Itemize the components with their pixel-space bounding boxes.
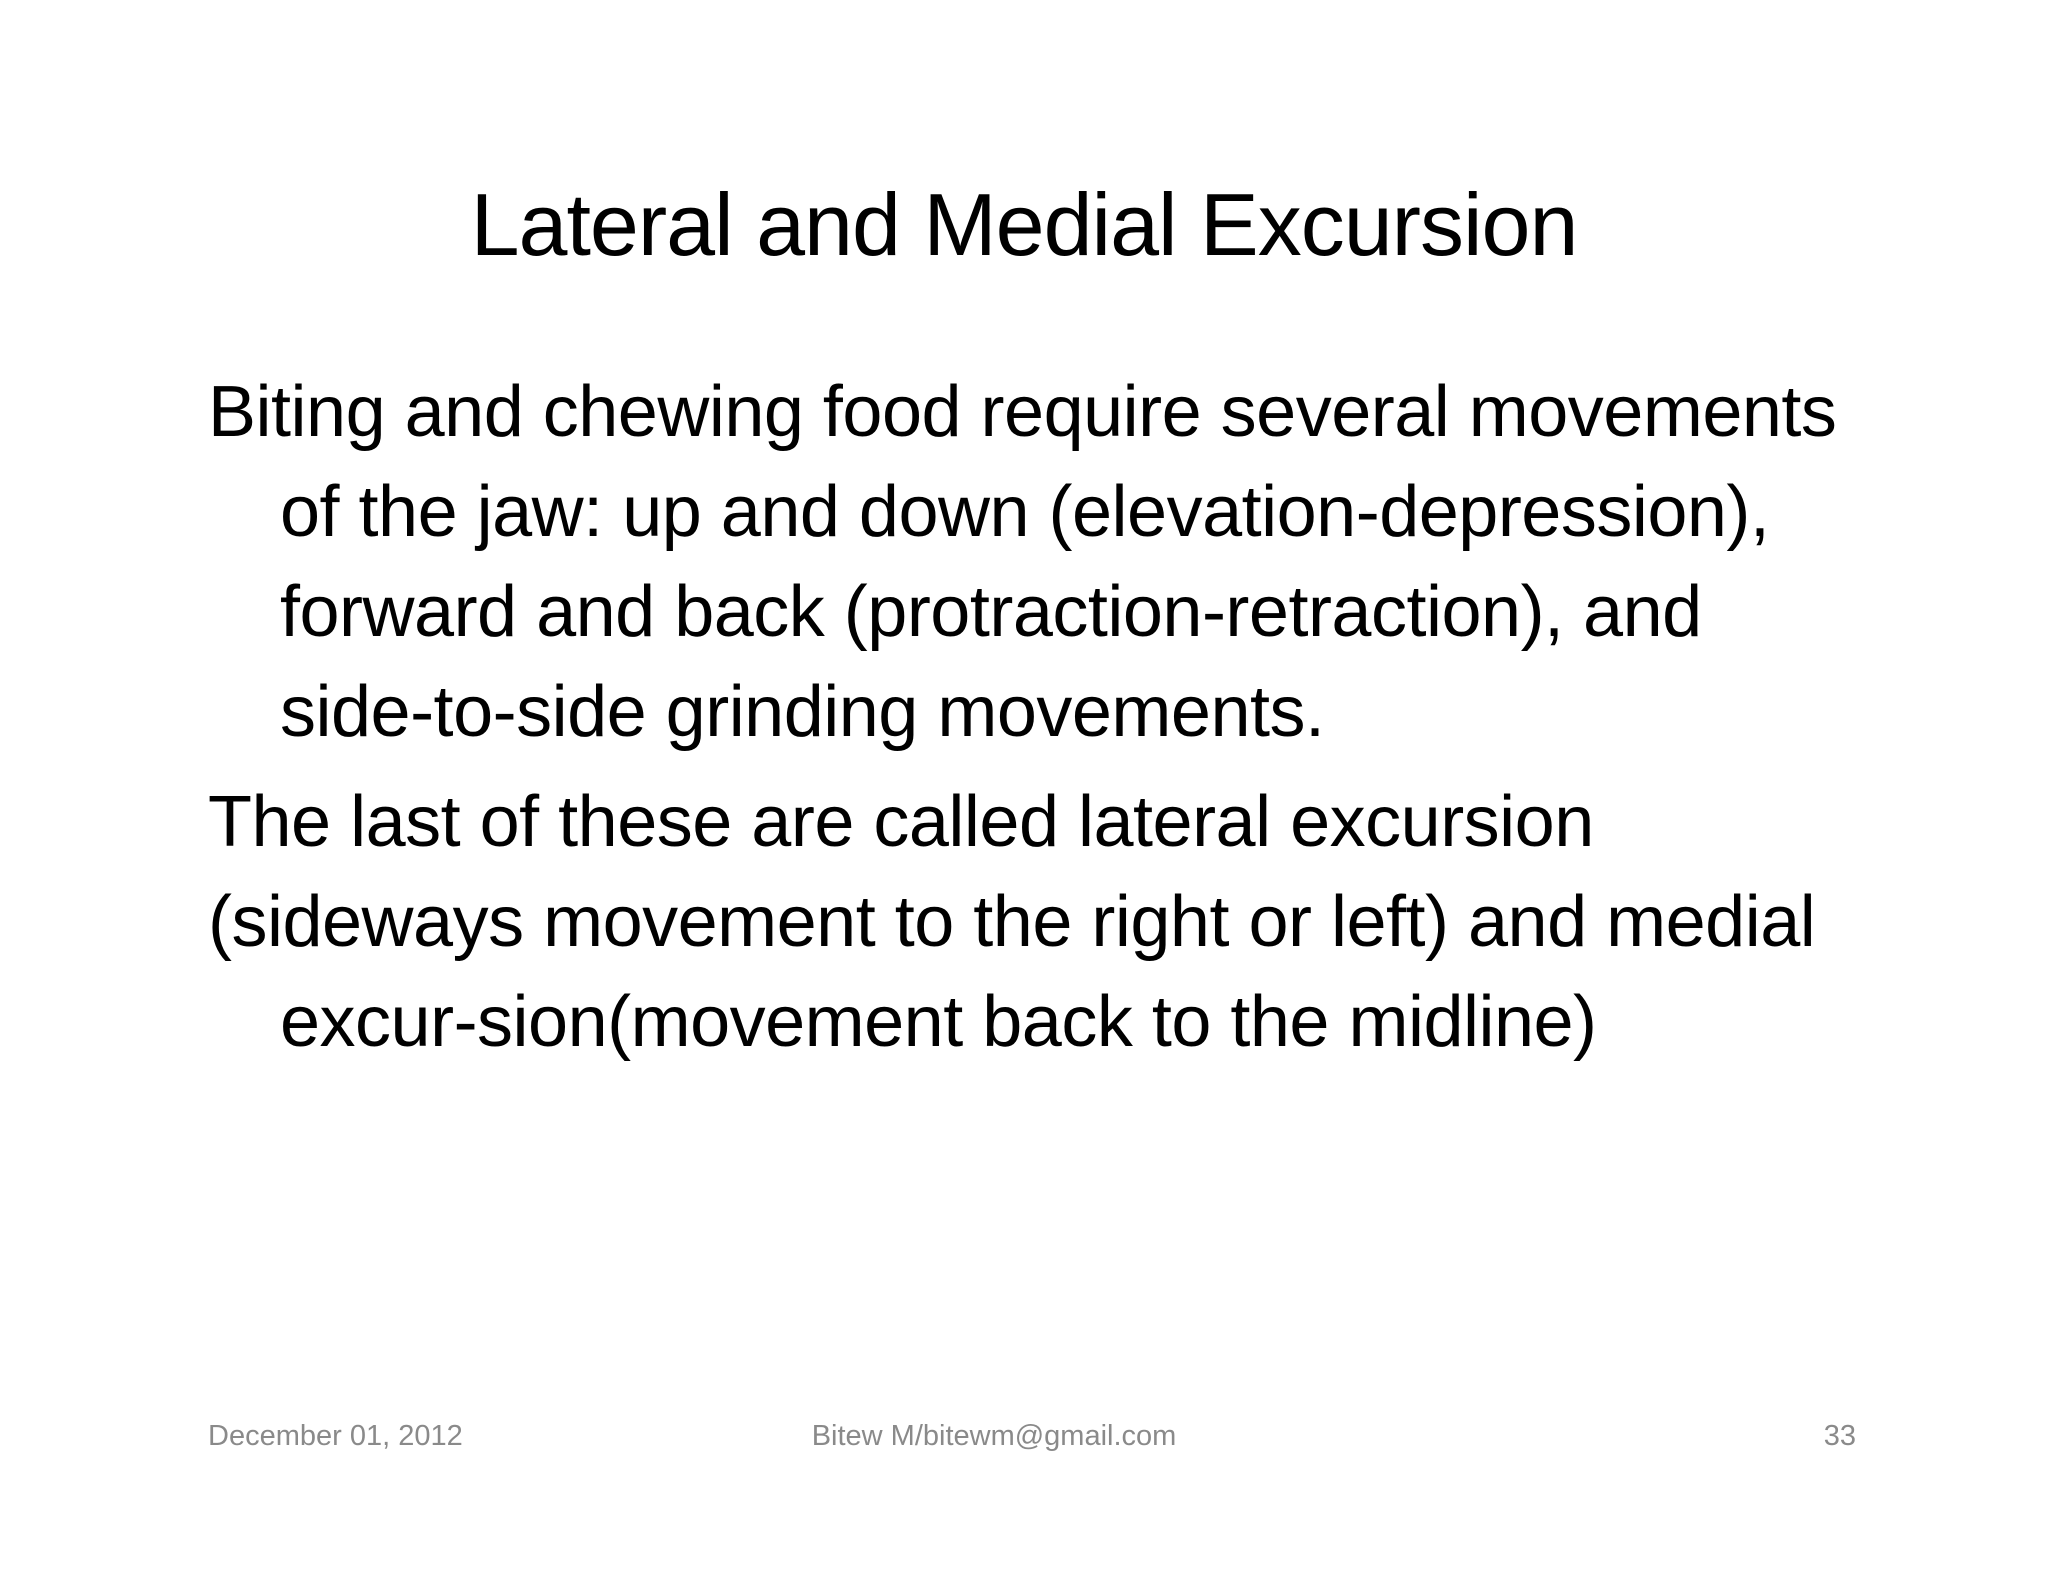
- footer-author: Bitew M/bitewm@gmail.com: [811, 1420, 1177, 1452]
- body-paragraph-1: Biting and chewing food require several movements of the jaw: up and down (elevation-depression), forward and back (protraction-retraction), and side-to-side grinding movements.: [208, 372, 1837, 752]
- body-paragraph-2: The last of these are called lateral excursion: [208, 782, 1594, 862]
- footer-date: December 01, 2012: [208, 1420, 463, 1452]
- footer-page-number: 33: [1823, 1420, 1856, 1452]
- slide-title: Lateral and Medial Excursion: [470, 175, 1578, 274]
- slide-body: [208, 362, 1848, 1072]
- body-paragraph-3: (sideways movement to the right or left) and medial excur-sion(movement back to the midline): [208, 882, 1816, 1062]
